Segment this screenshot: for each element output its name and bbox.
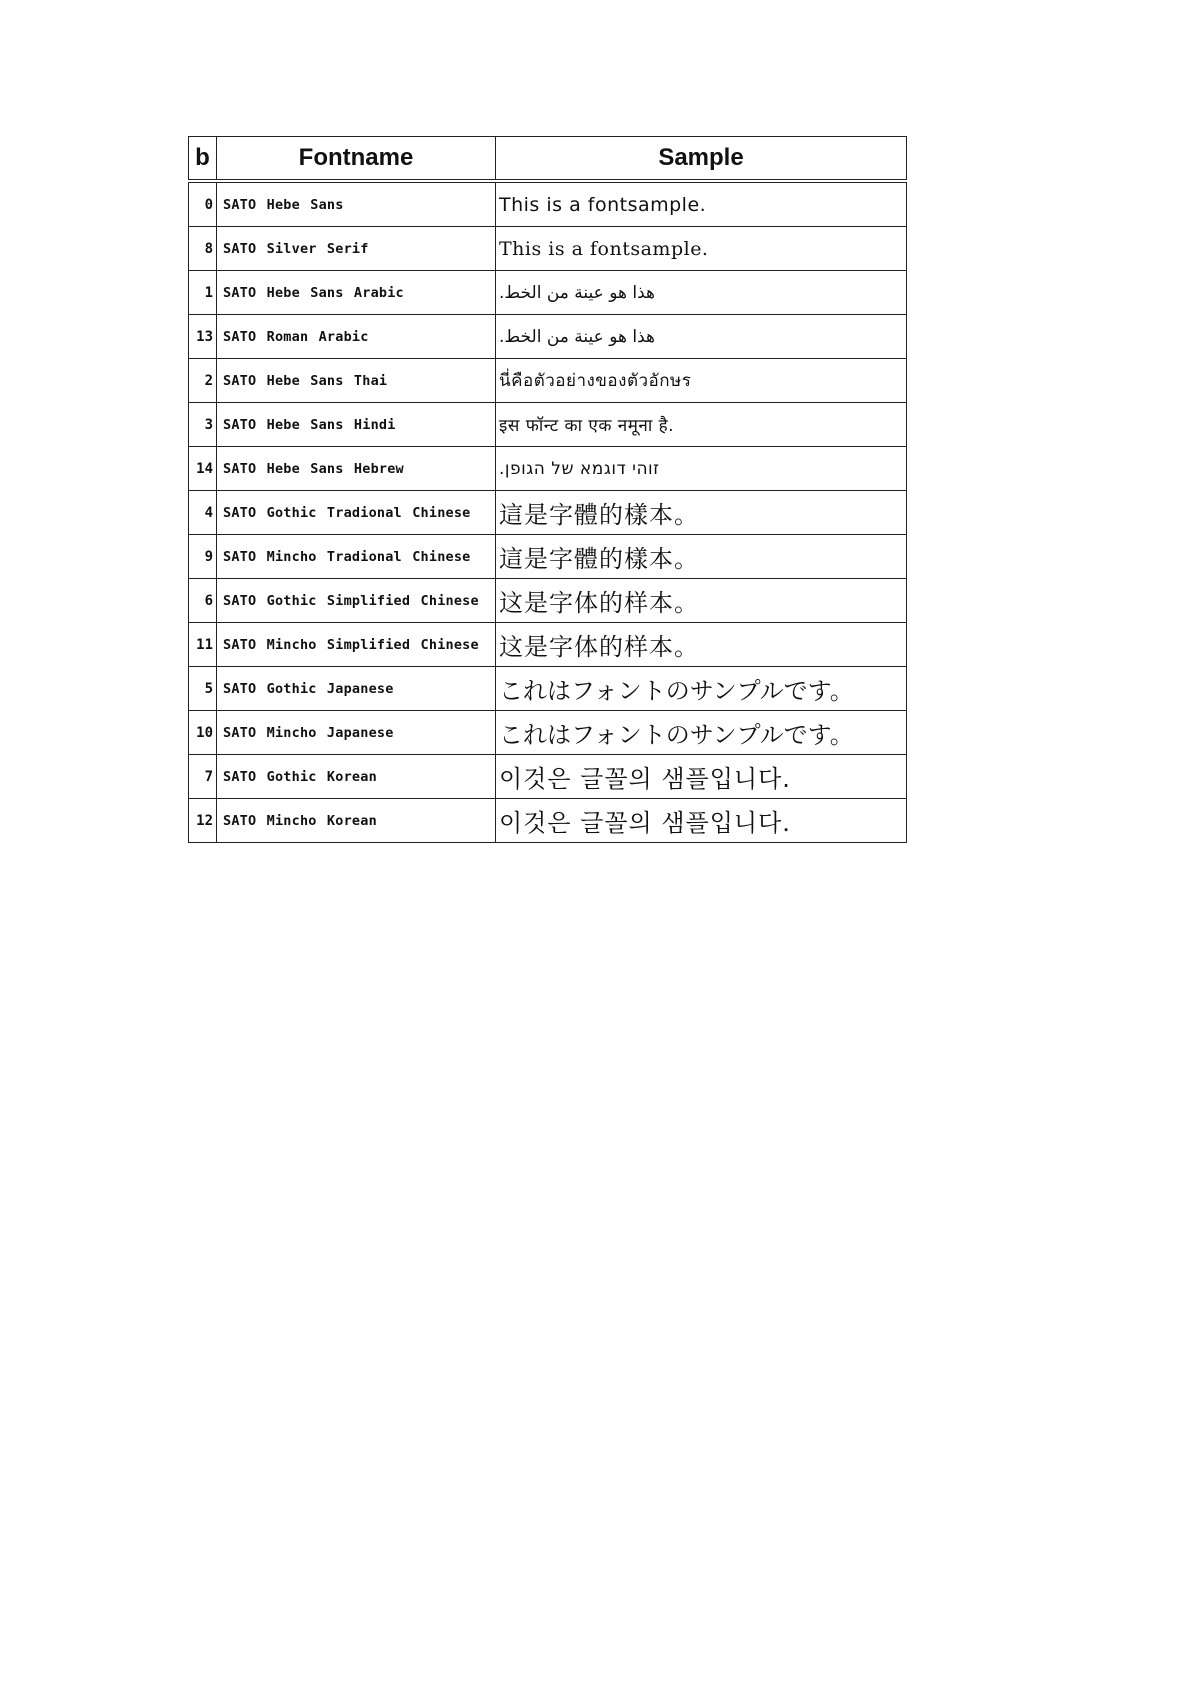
font-sample: This is a fontsample.	[496, 181, 907, 227]
table-row	[189, 271, 907, 315]
font-name: SATO Mincho Simplified Chinese	[217, 623, 496, 667]
font-sample: זוהי דוגמא של הגופן.	[496, 447, 907, 491]
font-sample: This is a fontsample.	[496, 227, 907, 271]
font-number: 0	[189, 181, 217, 227]
font-name: SATO Hebe Sans Hebrew	[217, 447, 496, 491]
table-row	[189, 447, 907, 491]
font-number: 4	[189, 491, 217, 535]
font-sample: इस फॉन्ट का एक नमूना है.	[496, 403, 907, 447]
font-name: SATO Mincho Korean	[217, 799, 496, 843]
font-number: 6	[189, 579, 217, 623]
table-row	[189, 315, 907, 359]
table-row	[189, 623, 907, 667]
font-sample: 这是字体的样本。	[496, 579, 907, 623]
font-name: SATO Hebe Sans	[217, 181, 496, 227]
table-row	[189, 711, 907, 755]
font-name: SATO Roman Arabic	[217, 315, 496, 359]
font-sample: 這是字體的樣本。	[496, 491, 907, 535]
font-name: SATO Mincho Tradional Chinese	[217, 535, 496, 579]
font-name: SATO Gothic Simplified Chinese	[217, 579, 496, 623]
font-sample: هذا هو عينة من الخط.	[496, 315, 907, 359]
font-name: SATO Gothic Japanese	[217, 667, 496, 711]
font-sample-table	[188, 136, 907, 843]
font-number: 11	[189, 623, 217, 667]
header-number: b	[189, 137, 217, 182]
font-name: SATO Hebe Sans Arabic	[217, 271, 496, 315]
font-sample: 这是字体的样本。	[496, 623, 907, 667]
font-number: 8	[189, 227, 217, 271]
table-row	[189, 755, 907, 799]
table-header-row	[189, 137, 907, 182]
font-number: 9	[189, 535, 217, 579]
font-number: 3	[189, 403, 217, 447]
font-sample: これはフォントのサンプルです。	[496, 711, 907, 755]
font-name: SATO Gothic Tradional Chinese	[217, 491, 496, 535]
header-sample: Sample	[496, 137, 907, 182]
font-number: 5	[189, 667, 217, 711]
font-sample: هذا هو عينة من الخط.	[496, 271, 907, 315]
font-number: 2	[189, 359, 217, 403]
table-row	[189, 667, 907, 711]
font-name: SATO Gothic Korean	[217, 755, 496, 799]
table-row	[189, 181, 907, 227]
font-number: 13	[189, 315, 217, 359]
table-row	[189, 359, 907, 403]
table-row	[189, 403, 907, 447]
font-number: 7	[189, 755, 217, 799]
font-sample: これはフォントのサンプルです。	[496, 667, 907, 711]
font-number: 1	[189, 271, 217, 315]
font-number: 12	[189, 799, 217, 843]
table-row	[189, 799, 907, 843]
font-name: SATO Mincho Japanese	[217, 711, 496, 755]
table-row	[189, 579, 907, 623]
table-row	[189, 227, 907, 271]
header-fontname: Fontname	[217, 137, 496, 182]
font-sample: นี่คือตัวอย่างของตัวอักษร	[496, 359, 907, 403]
font-name: SATO Hebe Sans Thai	[217, 359, 496, 403]
font-sample: 這是字體的樣本。	[496, 535, 907, 579]
font-sample: 이것은 글꼴의 샘플입니다.	[496, 799, 907, 843]
font-number: 14	[189, 447, 217, 491]
table-row	[189, 535, 907, 579]
font-name: SATO Silver Serif	[217, 227, 496, 271]
font-number: 10	[189, 711, 217, 755]
font-sample: 이것은 글꼴의 샘플입니다.	[496, 755, 907, 799]
font-name: SATO Hebe Sans Hindi	[217, 403, 496, 447]
table-row	[189, 491, 907, 535]
